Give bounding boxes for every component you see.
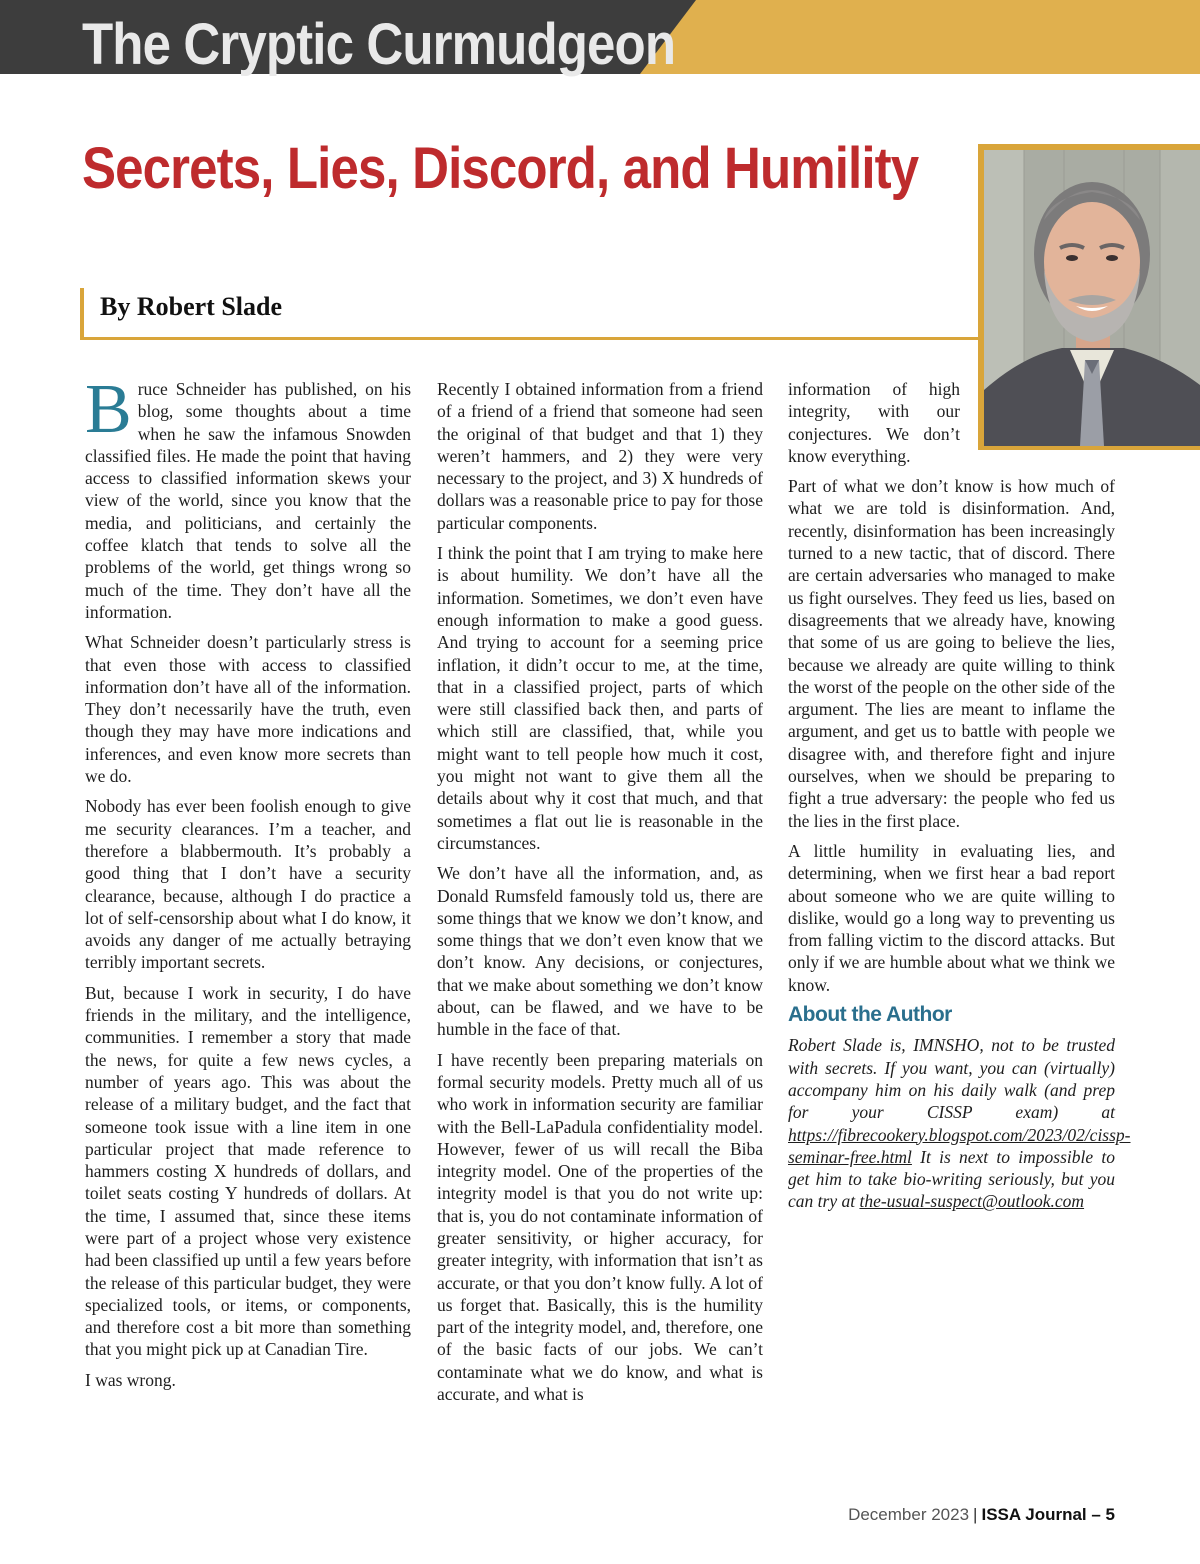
paragraph-1 (85, 371, 411, 623)
paragraph-1-text: ruce Schneider has published, on his blog, some thoughts about a time when he saw the infamous Snowden classified files. He made the point that having access to classified information skews your view of the world, since you know that the media, and politicians, and certainly the coffee klatch that tends to solve all the problems of the world, get things wrong so much of the time. They don’t have all the information. (85, 379, 411, 622)
paragraph-10: information of high integrity, with our conjectures. We don’t know everything. (788, 379, 960, 466)
byline-accent-bar (80, 288, 84, 338)
article-column-3 (788, 378, 1131, 1221)
paragraph-2: What Schneider doesn’t particularly stress is that even those with access to classified information don’t have all of the information. They don’t necessarily have the truth, even though they may have more indications and inferences, and even know more secrets than we do. (85, 632, 411, 787)
email-link[interactable]: the-usual-suspect@outlook.com (859, 1191, 1085, 1212)
paragraph-11: Part of what we don’t know is how much of what we are told is disinformation. And, recently, disinformation has been increasingly turned to a new tactic, that of discord. There are certain adversaries who managed to make us fight ourselves. They feed us lies, based on disagreements that we already have, knowing that some of us are going to believe the lies, because we already are quite willing to think the worst of the people on the other side of the argument. The lies are meant to inflame the argument, and get us to battle with people we disagree with, and therefore fight and injure ourselves, when we should be preparing to fight a true adversary: the people who fed us the lies in the first place. (788, 476, 1115, 831)
paragraph-6: Recently I obtained information from a friend of a friend of a friend that someone had seen the original of that budget and that 1) they weren’t hammers, and 2) they were very necessary to the project, and 3) X hundreds of dollars was a reasonable price to pay for those particular components. (437, 379, 763, 533)
article-column-2 (437, 378, 763, 1413)
paragraph-8: We don’t have all the information, and, as Donald Rumsfeld famously told us, there are some things that we know we don’t know, and some things that we don’t even know that we don’t know. Any decisions, or conjectures, that we make about something we don’t know about, can be flawed, and we have to be humble in the face of that. (437, 863, 763, 1040)
page-footer (848, 1505, 1115, 1525)
footer-date: December 2023 (848, 1505, 970, 1524)
paragraph-7: I think the point that I am trying to make here is about humility. We don’t have all the information. Sometimes, we don’t even have enough information to make a good guess. And trying to account for a seeming price inflation, it didn’t occur to me, at the time, that in a classified project, parts of which were still classified back then, and parts of which still are classified, that, while you might want to tell people how much it cost, you might not want to give them all the details about why it cost that much, and that sometimes a flat out lie is reasonable in the circumstances. (437, 543, 763, 853)
about-author-text-1: Robert Slade is, IMNSHO, not to be trusted with secrets. If you want, you can (virtually) accompany him on his daily walk (and prep for your CISSP exam) at (788, 1035, 1115, 1123)
article-column-1 (85, 371, 411, 1399)
series-title: The Cryptic Curmudgeon (82, 12, 676, 77)
paragraph-4: But, because I work in security, I do have friends in the military, and the intelligence, communities. I remember a story that made the news, for quite a few news cycles, a number of years ago. This was about the release of a military budget, and the fact that someone took issue with a line item in one particular project that made reference to hammers costing X hundreds of dollars, and toilet seats costing Y hundreds of dollars. At the time, I assumed that, since these items were part of a project whose very existence had been classified up until a few years before the release of this particular budget, they were specialized tools, or items, or components, and therefore cost a bit more than something that you might pick up at Canadian Tire. (85, 982, 411, 1360)
footer-journal-page: ISSA Journal – 5 (981, 1505, 1115, 1524)
paragraph-5: I was wrong. (85, 1369, 176, 1390)
drop-cap: B (85, 371, 132, 448)
about-author-text (788, 1034, 1131, 1212)
footer-separator: | (973, 1505, 978, 1524)
series-banner-gold (640, 0, 1200, 74)
paragraph-9: I have recently been preparing materials on formal security models. Pretty much all of us who work in information security are familiar with the Bell-LaPadula confidentiality model. However, fewer of us will recall the Biba integrity model. One of the properties of the integrity model is that you do not write up: that is, you do not contaminate information of greater sensitivity, or higher accuracy, for greater integrity, with information that isn’t as accurate, or that you don’t know fully. A lot of us forget that. Basically, this is the humility part of the integrity model, and, therefore, one of the basic facts of our jobs. We can’t contaminate what we do know, and what is accurate, and what is (437, 1049, 763, 1405)
about-author-text-2: It is next to impossible to get him to take bio-writing seriously, but you can try at (788, 1146, 1115, 1212)
paragraph-3: Nobody has ever been foolish enough to give me security clearances. I’m a teacher, and therefore a blabbermouth. It’s probably a good thing that I don’t have a security clearance, because, although I do practice a lot of self-censorship about what I do know, it avoids any danger of me actually betraying terribly important secrets. (85, 796, 411, 973)
about-author-heading: About the Author (788, 1003, 952, 1027)
byline: By Robert Slade (100, 292, 282, 321)
article-title: Secrets, Lies, Discord, and Humility (82, 136, 919, 201)
paragraph-12: A little humility in evaluating lies, and determining, when we first hear a bad report about someone who we are quite willing to dislike, would go a long way to preventing us from falling victim to the discord attacks. But only if we are humble about what we think we know. (788, 840, 1115, 995)
byline-rule (80, 337, 980, 340)
blog-link[interactable]: https://fibrecookery.blogspot.com/2023/02/cissp-seminar-free.html (788, 1124, 1131, 1167)
